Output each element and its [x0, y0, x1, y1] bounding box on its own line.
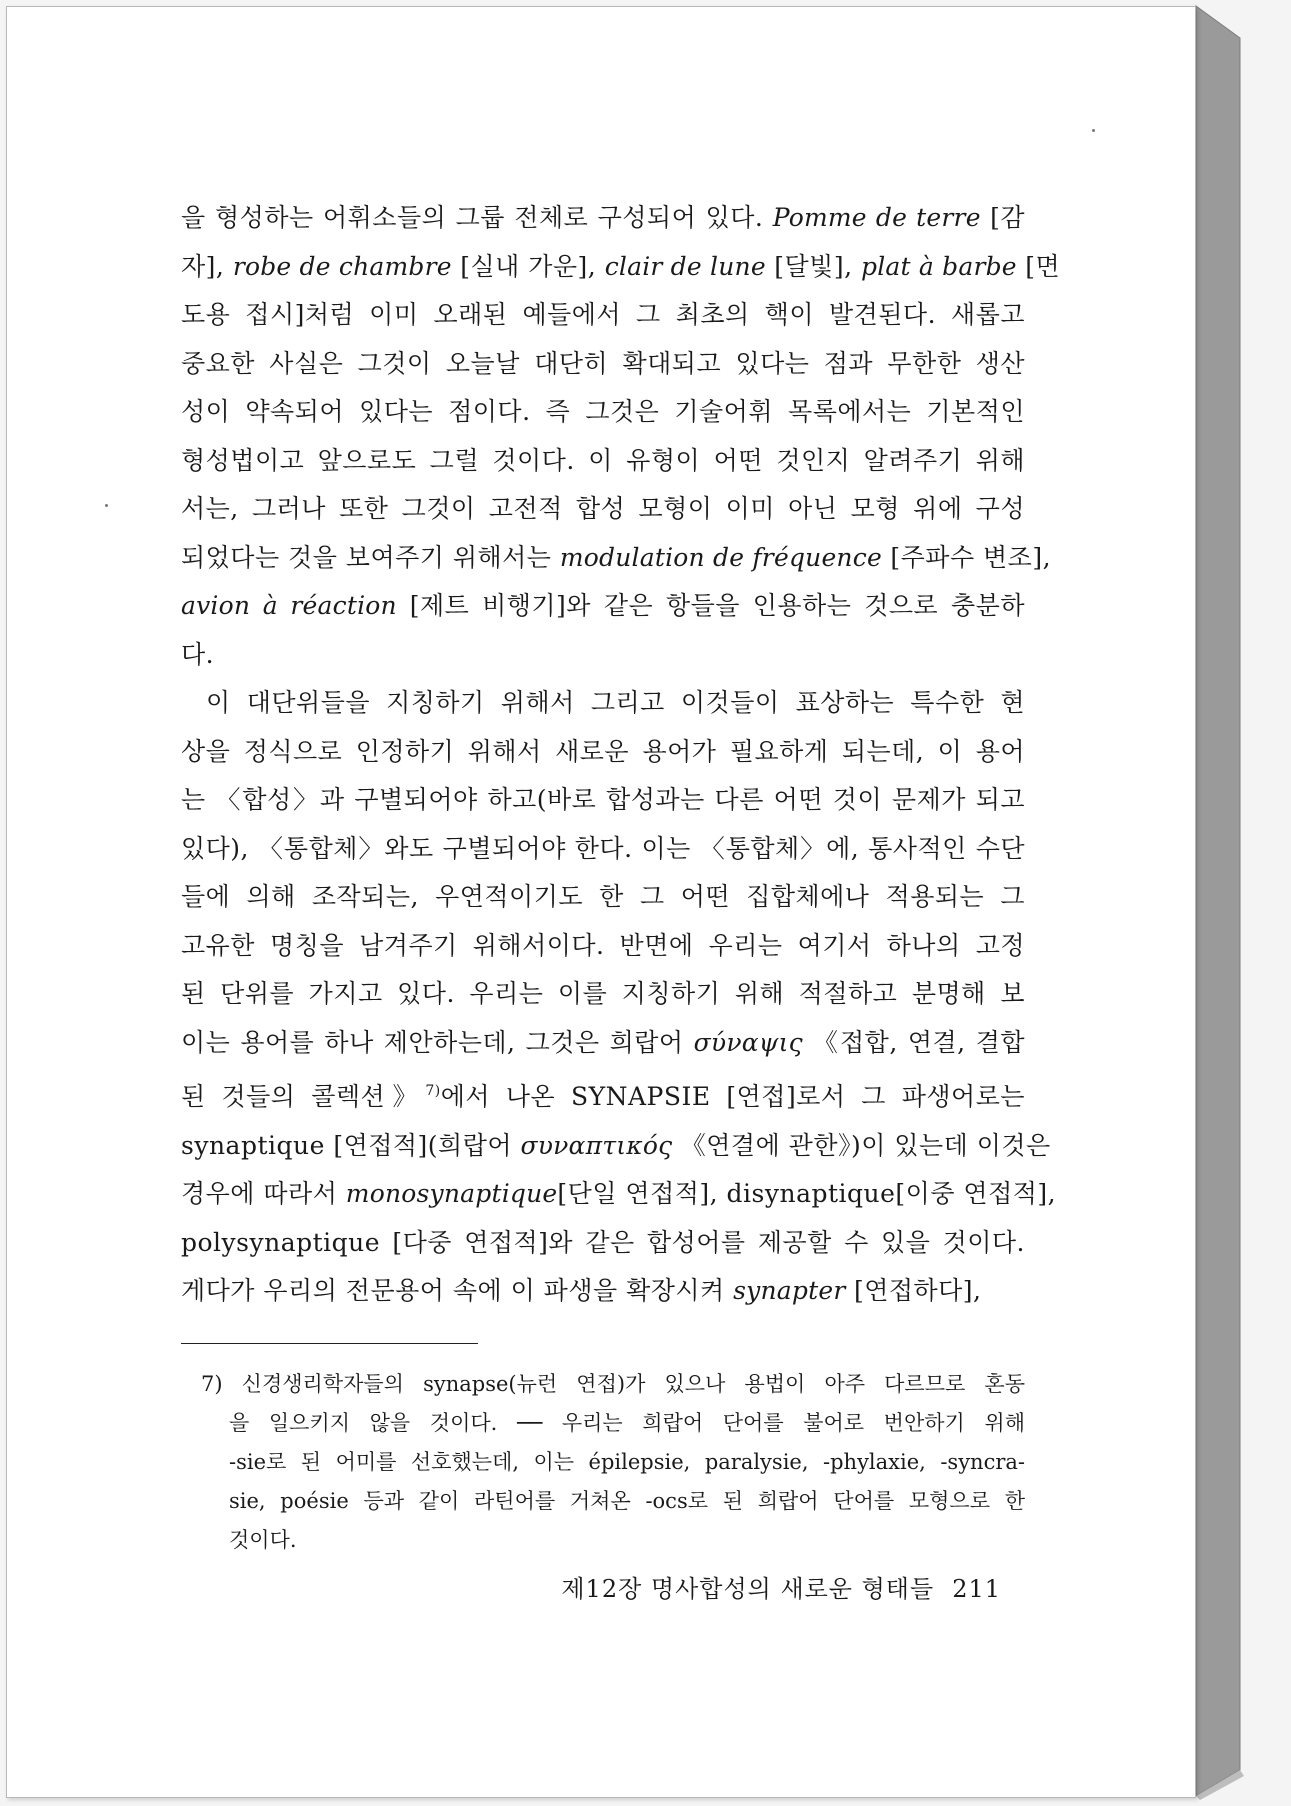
body-line [181, 388, 1025, 437]
footnote-line: 7) 신경생리학자들의 synapse(뉴런 연접)가 있으나 용법이 아주 다르므로 혼동 [201, 1372, 1025, 1396]
body-line [181, 1122, 1051, 1171]
italic-term: robe de chambre [232, 251, 452, 281]
footnote-line: 것이다. [229, 1528, 297, 1552]
text-segment: [제트 비행기]와 같은 항들을 인용하는 것으로 충분하 [396, 591, 1025, 620]
body-line [181, 1267, 1025, 1316]
italic-term: σύναψις [693, 1027, 803, 1057]
text-segment: 는 〈합성〉과 구별되어야 하고(바로 합성과는 다른 어떤 것이 문제가 되고 [181, 785, 1025, 814]
text-segment: 되었다는 것을 보여주기 위해서는 [181, 542, 560, 572]
text-segment: 《접합, 연결, 결합 [802, 1027, 1025, 1057]
text-segment: [달빛], [765, 251, 861, 281]
text-segment: [주파수 변조], [881, 542, 1052, 572]
body-line [181, 922, 1025, 971]
body-line [181, 1170, 1057, 1219]
footnote-line: 을 일으키지 않을 것이다. ── 우리는 희랍어 단어를 불어로 번안하기 위해 [229, 1411, 1025, 1435]
body-line [181, 534, 1052, 583]
italic-term: avion à réaction [181, 591, 397, 620]
body-line [181, 194, 1025, 243]
footnote-line: sie, poésie 등과 같이 라틴어를 거쳐온 -ocs로 된 희랍어 단어를 모형으로 한 [229, 1489, 1025, 1513]
footnote-marker: 7) [425, 1083, 441, 1099]
text-segment: [연접하다], [845, 1276, 982, 1305]
text-segment: 들에 의해 조작되는, 우연적이기도 한 그 어떤 집합체에나 적용되는 그 [181, 882, 1025, 911]
italic-term: synapter [733, 1276, 846, 1305]
scan-speck [105, 504, 108, 507]
text-segment: 서는, 그러나 또한 그것이 고전적 합성 모형이 이미 아닌 모형 위에 구성 [181, 494, 1025, 523]
text-segment: 된 것들의 콜렉션》 [181, 1082, 426, 1111]
main-body-text [181, 194, 1061, 1316]
footnote-block [201, 1365, 1025, 1560]
chapter-title: 제12장 명사합성의 새로운 형태들 [561, 1575, 935, 1603]
italic-term: συναπτικός [520, 1130, 673, 1160]
running-footer [541, 1569, 1001, 1604]
italic-term: clair de lune [604, 251, 766, 281]
text-segment: 상을 정식으로 인정하기 위해서 새로운 용어가 필요하게 되는데, 이 용어 [181, 736, 1025, 766]
italic-term: monosynaptique [345, 1179, 558, 1208]
text-segment: 다. [181, 639, 215, 669]
text-segment: synaptique [연접적](희랍어 [181, 1130, 521, 1160]
text-segment: 형성법이고 앞으로도 그럴 것이다. 이 유형이 어떤 것인지 알려주기 위해 [181, 445, 1025, 475]
text-segment: 자], [181, 251, 233, 281]
body-line [181, 340, 1025, 389]
body-line [181, 970, 1025, 1019]
italic-term: Pomme de terre [772, 203, 981, 232]
text-segment: [실내 가운], [451, 251, 605, 281]
body-line [181, 1019, 1025, 1068]
footnote-separator [181, 1343, 478, 1344]
text-segment: 에서 나온 SYNAPSIE [연접]로서 그 파생어로는 [440, 1082, 1025, 1111]
body-line [181, 485, 1025, 534]
italic-term: modulation de fréquence [559, 542, 882, 572]
body-line [181, 1067, 1025, 1122]
body-line [181, 873, 1025, 922]
text-segment: 고유한 명칭을 남겨주기 위해서이다. 반면에 우리는 여기서 하나의 고정 [181, 930, 1025, 960]
text-segment: 있다), 〈통합체〉와도 구별되어야 한다. 이는 〈통합체〉에, 통사적인 수단 [181, 833, 1025, 863]
text-segment: 중요한 사실은 그것이 오늘날 대단히 확대되고 있다는 점과 무한한 생산 [181, 348, 1025, 378]
text-segment: [면 [1016, 251, 1061, 281]
footnote-line: -sie로 된 어미를 선호했는데, 이는 épilepsie, paralysie, -phylaxie, -syncra- [229, 1450, 1025, 1474]
italic-term: plat à barbe [860, 251, 1017, 281]
text-segment: polysynaptique [다중 연접적]와 같은 합성어를 제공할 수 있을 것이다. [181, 1227, 1025, 1257]
text-segment: [단일 연접적], disynaptique[이중 연접적], [557, 1179, 1057, 1208]
book-page [6, 6, 1196, 1798]
body-line [181, 243, 1061, 292]
body-line [181, 291, 1025, 340]
text-segment: 경우에 따라서 [181, 1179, 346, 1208]
body-line [181, 631, 1025, 680]
text-segment: 게다가 우리의 전문용어 속에 이 파생을 확장시켜 [181, 1276, 734, 1305]
body-line [181, 1219, 1025, 1268]
text-segment: 도용 접시]처럼 이미 오래된 예들에서 그 최초의 핵이 발견된다. 새롭고 [181, 300, 1025, 329]
text-segment: 이는 용어를 하나 제안하는데, 그것은 희랍어 [181, 1027, 694, 1057]
body-line [181, 582, 1025, 631]
text-segment: 이 대단위들을 지칭하기 위해서 그리고 이것들이 표상하는 특수한 현 [206, 688, 1025, 717]
text-segment: 을 형성하는 어휘소들의 그룹 전체로 구성되어 있다. [181, 203, 773, 232]
body-line [181, 728, 1025, 777]
text-segment: [감 [980, 203, 1025, 232]
text-segment: 성이 약속되어 있다는 점이다. 즉 그것은 기술어휘 목록에서는 기본적인 [181, 397, 1025, 426]
body-line [181, 679, 1025, 728]
body-line [181, 825, 1025, 874]
text-segment: 된 단위를 가지고 있다. 우리는 이를 지칭하기 위해 적절하고 분명해 보 [181, 979, 1025, 1008]
body-line [181, 437, 1025, 486]
scan-speck [1092, 129, 1095, 132]
page-number: 211 [952, 1575, 1001, 1603]
body-line [181, 776, 1025, 825]
text-segment: 《연결에 관한》)이 있는데 이것은 [672, 1130, 1051, 1160]
